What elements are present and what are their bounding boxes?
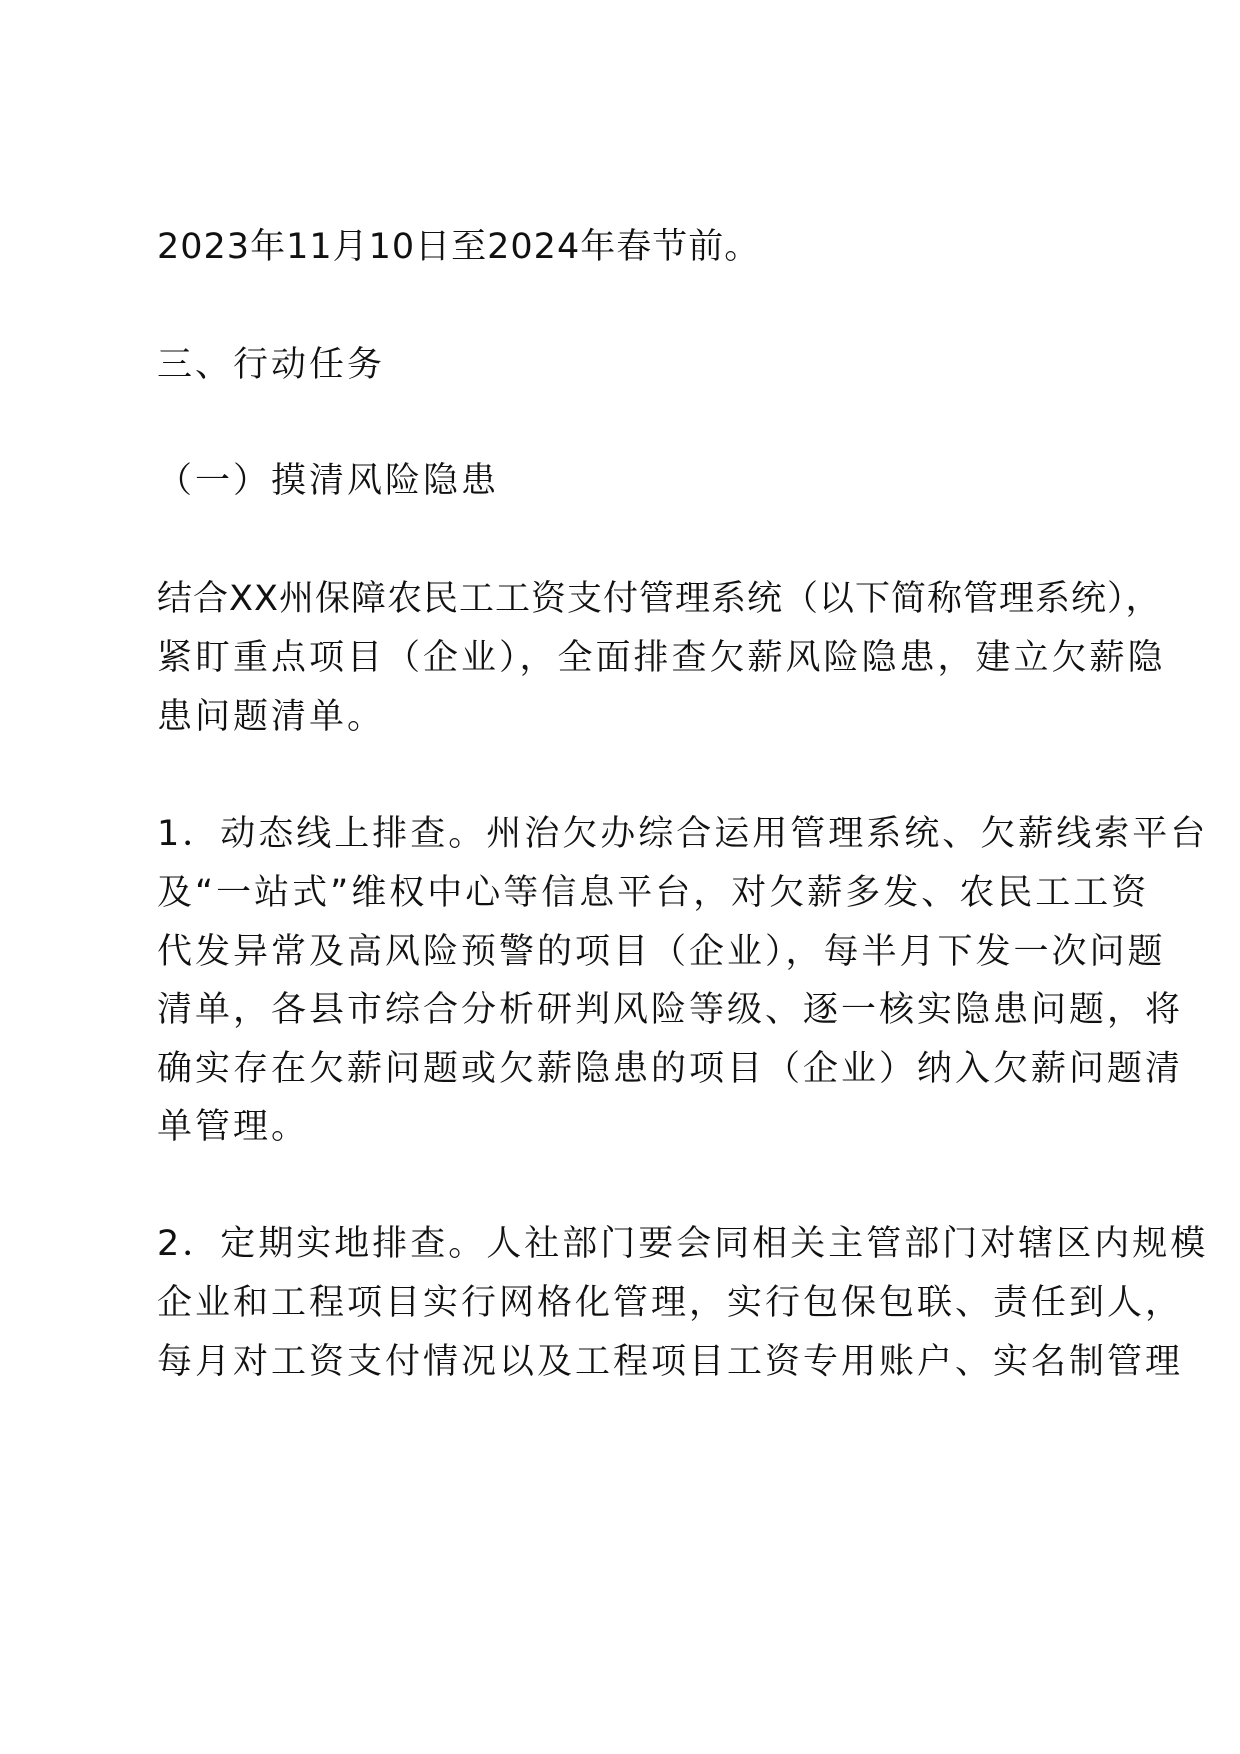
- paragraph-line: 每月对工资支付情况以及工程项目工资专用账户、实名制管理: [157, 1342, 1184, 1382]
- paragraph-line: 1．动态线上排查。州治欠办综合运用管理系统、欠薪线索平台: [157, 814, 1209, 854]
- paragraph-line: 结合XX州保障农民工工资支付管理系统（以下简称管理系统），: [157, 579, 1162, 619]
- paragraph-line: 单管理。: [157, 1107, 310, 1147]
- paragraph-line: 2．定期实地排查。人社部门要会同相关主管部门对辖区内规模: [157, 1224, 1209, 1264]
- paragraph-line: 患问题清单。: [157, 697, 386, 737]
- section-heading: 三、行动任务: [157, 345, 386, 385]
- paragraph-line: 确实存在欠薪问题或欠薪隐患的项目（企业）纳入欠薪问题清: [157, 1049, 1184, 1089]
- paragraph-line: 紧盯重点项目（企业），全面排查欠薪风险隐患，建立欠薪隐: [157, 638, 1166, 678]
- subsection-heading: （一）摸清风险隐患: [157, 461, 500, 501]
- paragraph-line: 企业和工程项目实行网格化管理，实行包保包联、责任到人，: [157, 1283, 1184, 1323]
- paragraph-line: 代发异常及高风险预警的项目（企业），每半月下发一次问题: [157, 932, 1166, 972]
- date-range-text: 2023年11月10日至2024年春节前。: [157, 227, 761, 267]
- paragraph-line: 及“一站式”维权中心等信息平台，对欠薪多发、农民工工资: [157, 873, 1150, 913]
- paragraph-line: 清单，各县市综合分析研判风险等级、逐一核实隐患问题，将: [157, 990, 1184, 1030]
